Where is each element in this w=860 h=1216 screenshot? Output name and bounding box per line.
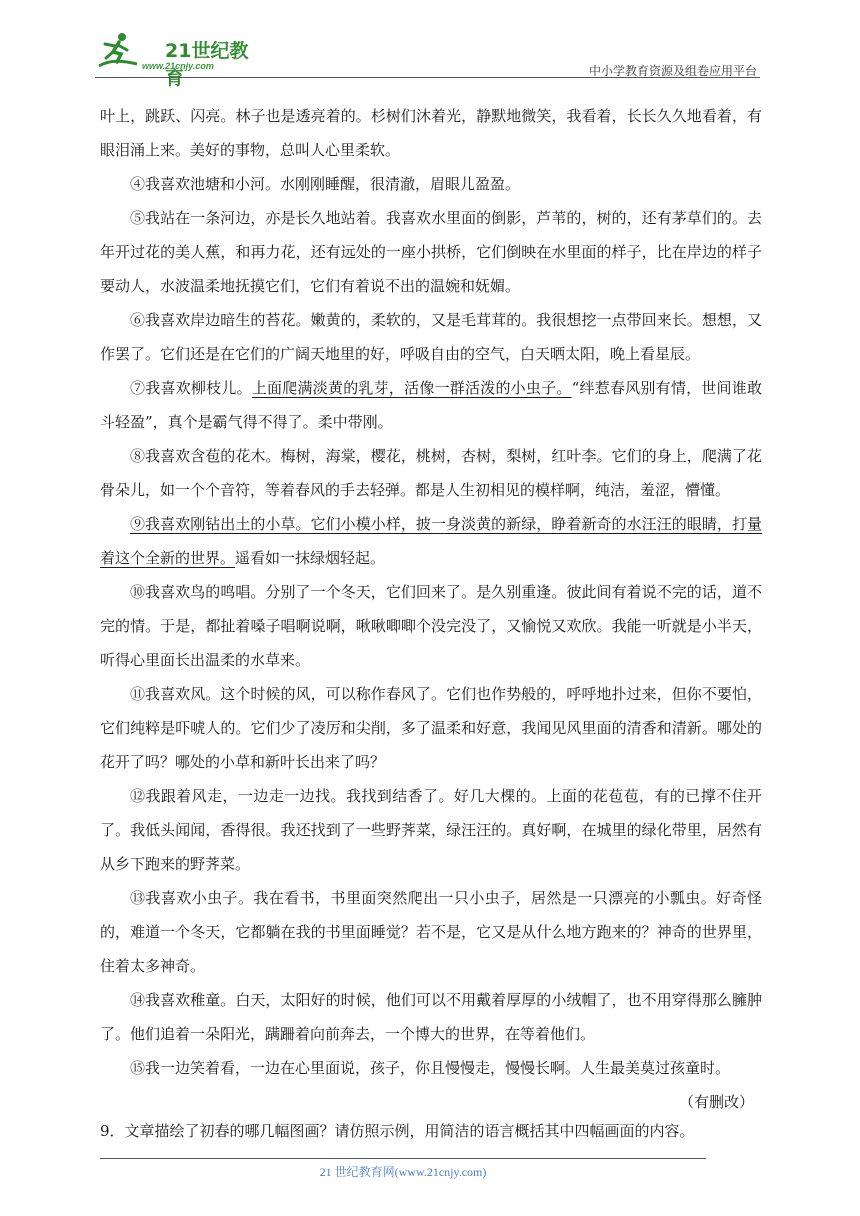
paragraph-text: ⑫我跟着风走，一边走一边找。我找到结香了。好几大棵的。上面的花苞苞，有的已撑不住开了。我低头闻闻，香得很。我还找到了一些野荠菜，绿汪汪的。真好啊，在城里的绿化带里，居然有从乡下跑来的野荠菜。 [100, 787, 762, 873]
footer-divider [100, 1158, 706, 1159]
article-paragraph [100, 983, 762, 1051]
article-paragraph [100, 507, 762, 575]
article-paragraph [100, 371, 762, 439]
article-paragraph [100, 99, 762, 167]
paragraph-text: ⑮我一边笑着看，一边在心里面说，孩子，你且慢慢走，慢慢长啊。人生最美莫过孩童时。 [130, 1059, 731, 1077]
paragraph-text: ⑩我喜欢鸟的鸣唱。分别了一个冬天，它们回来了。是久别重逢。彼此间有着说不完的话，道不完的情。于是，都扯着嗓子唱啊说啊，啾啾唧唧个没完没了，又愉悦又欢欣。我能一听就是小半天，听得心里面长出温柔的水草来。 [100, 583, 762, 669]
source-note: （有删改） [678, 1093, 754, 1111]
article-paragraph [100, 167, 762, 201]
article-paragraph [100, 303, 762, 371]
paragraph-text: 叶上，跳跃、闪亮。林子也是透亮着的。杉树们沐着光，静默地微笑，我看着，长长久久地看着，有眼泪涌上来。美好的事物，总叫人心里柔软。 [100, 107, 762, 159]
article-paragraph [100, 1051, 762, 1085]
article-paragraph [100, 201, 762, 303]
paragraph-text: ⑪我喜欢风。这个时候的风，可以称作春风了。它们也作势般的，呼呼地扑过来，但你不要怕，它们纯粹是吓唬人的。它们少了凌厉和尖削，多了温柔和好意，我闻见风里面的清香和清新。哪处的花开了吗？哪处的小草和新叶长出来了吗？ [100, 685, 762, 771]
paragraph-text: 遥看如一抹绿烟轻起。 [235, 549, 386, 567]
logo-text: 21世纪教育 [165, 40, 249, 89]
paragraph-text: ⑦我喜欢柳枝儿。 [130, 379, 252, 397]
page-header [95, 30, 760, 89]
paragraph-text: ⑤我站在一条河边，亦是长久地站着。我喜欢水里面的倒影，芦苇的，树的，还有茅草们的。去年开过花的美人蕉，和再力花，还有远处的一座小拱桥，它们倒映在水里面的样子，比在岸边的样子要动人，水波温柔地抚摸它们，它们有着说不出的温婉和妩媚。 [100, 209, 762, 295]
paragraph-text: ⑬我喜欢小虫子。我在看书，书里面突然爬出一只小虫子，居然是一只漂亮的小瓢虫。好奇怪的，难道一个冬天，它都躺在我的书里面睡觉？若不是，它又是从什么地方跑来的？神奇的世界里，住着太多神奇。 [100, 889, 762, 975]
logo-url: www.21cnjy.com [142, 61, 214, 71]
paragraph-text: ⑧我喜欢含苞的花木。梅树，海棠，樱花，桃树，杏树，梨树，红叶李。它们的身上，爬满了花骨朵儿，如一个个音符，等着春风的手去轻弹。都是人生初相见的模样啊，纯洁，羞涩，懵懂。 [100, 447, 762, 499]
runner-icon [95, 30, 141, 76]
article-paragraph [100, 575, 762, 677]
article-body [100, 99, 762, 1119]
article-paragraph [100, 779, 762, 881]
paragraph-text: ⑭我喜欢稚童。白天，太阳好的时候，他们可以不用戴着厚厚的小绒帽了，也不用穿得那么臃肿了。他们追着一朵阳光，蹒跚着向前奔去，一个博大的世界，在等着他们。 [100, 991, 762, 1043]
paragraph-text: ④我喜欢池塘和小河。水刚刚睡醒，很清澈，眉眼儿盈盈。 [130, 175, 521, 193]
page-footer[interactable]: 21 世纪教育网(www.21cnjy.com) [319, 1165, 487, 1179]
paragraph-text: “绊惹春风别有情，世间谁敢斗轻盈”，真个是霸气得不得了。柔中带刚。 [100, 379, 762, 431]
question-9: 9．文章描绘了初春的哪几幅图画？请仿照示例，用简洁的语言概括其中四幅画面的内容。 [100, 1122, 695, 1140]
article-paragraph [100, 439, 762, 507]
header-divider [95, 77, 760, 78]
article-paragraph [100, 881, 762, 983]
paragraph-text: ⑥我喜欢岸边暗生的苔花。嫩黄的，柔软的，又是毛茸茸的。我很想挖一点带回来长。想想，又作罢了。它们还是在它们的广阔天地里的好，呼吸自由的空气，白天晒太阳，晚上看星辰。 [100, 311, 762, 363]
underlined-sentence: ⑨我喜欢刚钻出土的小草。它们小模小样，披一身淡黄的新绿，睁着新奇的水汪汪的眼睛，打量着这个全新的世界。 [100, 515, 762, 567]
site-logo[interactable] [95, 30, 265, 89]
underlined-sentence: 上面爬满淡黄的乳芽，活像一群活泼的小虫子。 [251, 379, 572, 397]
header-tagline: 中小学教育资源及组卷应用平台 [588, 64, 757, 78]
article-paragraph [100, 677, 762, 779]
